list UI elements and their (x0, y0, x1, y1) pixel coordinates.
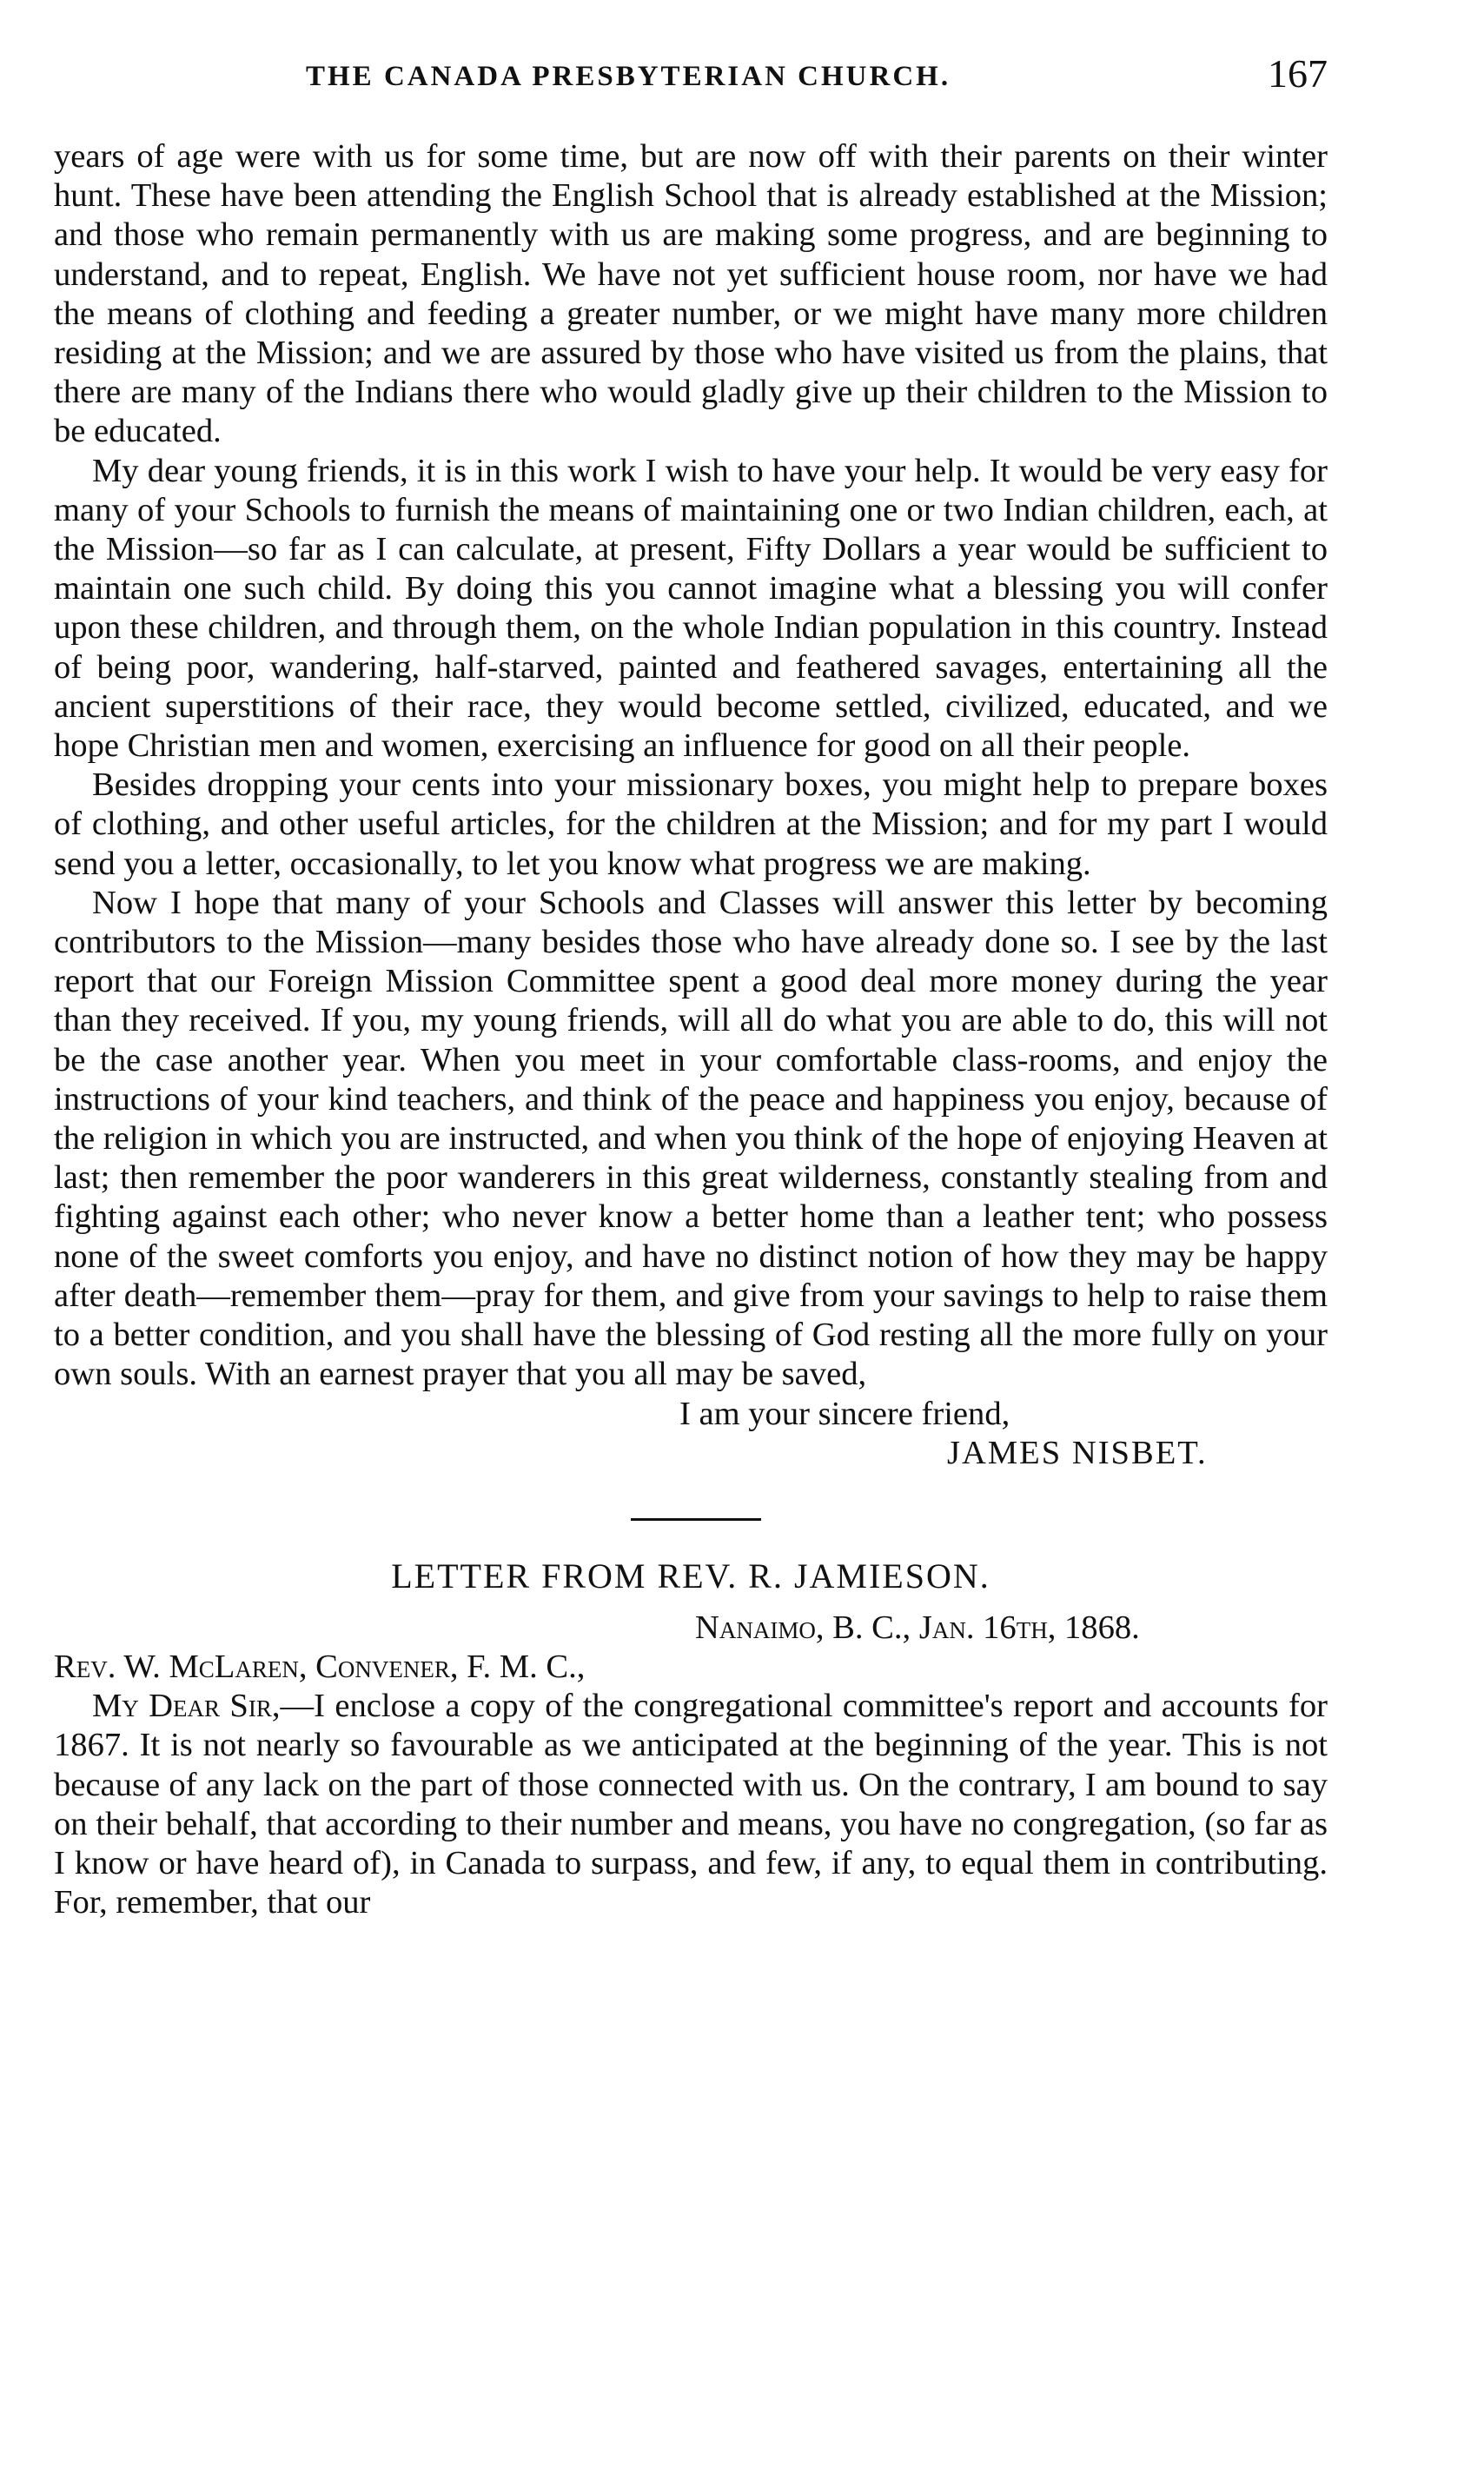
paragraph: Now I hope that many of your Schools and Classes will answer this letter by becoming contributors to the Mission—many besides those who have already done so. I see by the last report that our Foreign Mission Committee spent a good deal more money during the year than they received. If you, my young friends, will all do what you are able to do, this will not be the case another year. When you meet in your comfortable class-rooms, and enjoy the instructions of your kind teachers, and think of the peace and happiness you enjoy, because of the religion in which you are instructed, and when you think of the hope of enjoying Heaven at last; then remember the poor wanderers in this great wilderness, constantly stealing from and fighting against each other; who never know a better home than a leather tent; who possess none of the sweet comforts you enjoy, and have no distinct notion of how they may be happy after death—remember them—pray for them, and give from your savings to help to raise them to a better condition, and you shall have the blessing of God resting all the more fully on your own souls. With an earnest prayer that you all may be saved, (54, 884, 1328, 1393)
signature: JAMES NISBET. (947, 1434, 1208, 1471)
paragraph-continued: years of age were with us for some time, but are now off with their parents on their winter hunt. These have been attending the English School that is already established at the Mission; and those who remain permanently with us are making some progress, and are beginning to understand, and to repeat, English. We have not yet sufficient house room, nor have we had the means of clothing and feeding a greater number, or we might have many more children residing at the Mission; and we are assured by those who have visited us from the plains, that there are many of the Indians there who would gladly give up their children to the Mission to be educated. (54, 138, 1328, 450)
book-page (54, 50, 1328, 1922)
running-header (54, 50, 1328, 111)
paragraph: My dear young friends, it is in this work I wish to have your help. It would be very easy for many of your Schools to furnish the means of maintaining one or two Indian children, each, at the Mission—so far as I can calculate, at present, Fifty Dollars a year would be sufficient to maintain one such child. By doing this you cannot imagine what a blessing you will confer upon these children, and through them, on the whole Indian population in this country. Instead of being poor, wandering, half-starved, painted and feathered savages, entertaining all the ancient superstitions of their race, they would become settled, civilized, educated, and we hope Christian men and women, exercising an influence for good on all their people. (54, 452, 1328, 765)
paragraph-text: —I enclose a copy of the congregational committee's report and accounts for 1867. It is not nearly so favourable as we anticipated at the beginning of the year. This is not because of any lack on the part of those connected with us. On the contrary, I am bound to say on their behalf, that according to their number and means, you have no congregation, (so far as I know or have heard of), in Canada to surpass, and few, if any, to equal them in contributing. For, remember, that our (54, 1688, 1328, 1921)
addressee: Rev. W. McLaren, Convener, F. M. C., (54, 1648, 586, 1685)
paragraph (54, 1687, 1328, 1922)
section-heading: LETTER FROM REV. R. JAMIESON. (391, 1556, 990, 1596)
dateline: Nanaimo, B. C., Jan. 16th, 1868. (695, 1609, 1140, 1646)
salutation: My Dear Sir, (92, 1688, 281, 1725)
letter-closing (54, 1395, 1328, 1473)
valediction: I am your sincere friend, (679, 1395, 1010, 1432)
second-letter-body (54, 1687, 1328, 1922)
section-divider (631, 1518, 761, 1521)
running-title: THE CANADA PRESBYTERIAN CHURCH. (306, 61, 951, 92)
paragraph: Besides dropping your cents into your missionary boxes, you might help to prepare boxes of clothing, and other useful articles, for the children at the Mission; and for my part I would send you a letter, occasionally, to let you know what progress we are making. (54, 766, 1328, 882)
page-number: 167 (1268, 51, 1328, 96)
letter-body (54, 137, 1328, 1395)
